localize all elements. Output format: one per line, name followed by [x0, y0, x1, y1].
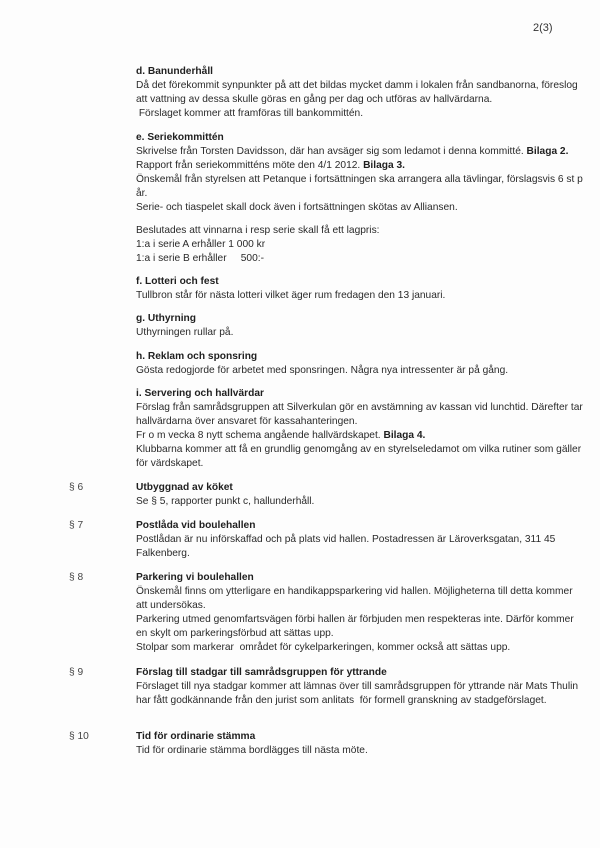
paragraph-heading: Tid för ordinarie stämma	[136, 731, 256, 742]
text-line: Se § 5, rapporter punkt c, hallunderhåll.	[136, 496, 315, 507]
paragraph-9	[136, 666, 596, 708]
text-line: Beslutades att vinnarna i resp serie skall få ett lagpris:	[136, 225, 380, 236]
section-heading: d. Banunderhåll	[136, 66, 213, 77]
text-line: att undersökas.	[136, 600, 206, 611]
section-g	[136, 312, 596, 340]
paragraph-number: § 6	[69, 482, 84, 493]
paragraph-number: § 10	[69, 731, 89, 742]
text-line: att vattning av dessa skulle göras en gång per dag och utföras av hallvärdarna.	[136, 94, 493, 105]
section-heading: e. Seriekommittén	[136, 132, 224, 143]
text-line: för värdskapet.	[136, 458, 204, 469]
paragraph-heading: Förslag till stadgar till samrådsgruppen för yttrande	[136, 667, 387, 678]
section-e	[136, 131, 596, 215]
text-line: har fått godkännande från den jurist som anlitats för formell granskning av stadgeförslaget.	[136, 695, 547, 706]
paragraph-heading: Postlåda vid boulehallen	[136, 520, 256, 531]
paragraph-10	[136, 730, 596, 758]
attachment-ref: Bilaga 2.	[526, 146, 569, 157]
text-line: Parkering utmed genomfartsvägen förbi hallen är förbjuden men respekteras inte. Därför kommer	[136, 614, 574, 625]
text-line: 1:a i serie A erhåller 1 000 kr	[136, 239, 266, 250]
text-line	[136, 145, 596, 159]
section-heading: f. Lotteri och fest	[136, 276, 219, 287]
section-h	[136, 350, 596, 378]
section-heading: h. Reklam och sponsring	[136, 351, 258, 362]
text-line	[136, 159, 596, 173]
section-f	[136, 275, 596, 303]
page-number: 2(3)	[533, 22, 553, 34]
text-line: Postlådan är nu införskaffad och på plats vid hallen. Postadressen är Läroverksgatan, 311 45	[136, 534, 556, 545]
text-line: 1:a i serie B erhåller 500:-	[136, 253, 264, 264]
text-line: hallvärdarna över ansvaret för kassahanteringen.	[136, 416, 358, 427]
text-line: Önskemål från styrelsen att Petanque i fortsättningen ska arrangera alla tävlingar, förslagsvis 6 st p	[136, 174, 583, 185]
text-line: Stolpar som markerar området för cykelparkeringen, kommer också att sättas upp.	[136, 642, 511, 653]
text-line: Förslaget kommer att framföras till bankommittén.	[136, 108, 364, 119]
paragraph-number: § 7	[69, 520, 84, 531]
paragraph-number: § 9	[69, 667, 84, 678]
prize-decision	[136, 224, 596, 266]
paragraph-6	[136, 481, 596, 509]
text-line: Falkenberg.	[136, 548, 190, 559]
text-line: Önskemål finns om ytterligare en handikappsparkering vid hallen. Möjligheterna till detta kommer	[136, 586, 573, 597]
text-line: Förslaget till nya stadgar kommer att lämnas över till samrådsgruppen för yttrande när Mats Thulin	[136, 681, 579, 692]
section-d	[136, 65, 596, 121]
attachment-ref: Bilaga 3.	[363, 160, 405, 171]
attachment-ref: Bilaga 4.	[383, 430, 426, 441]
text-line	[136, 429, 596, 443]
text: Fr o m vecka 8 nytt schema angående hallvärdskapet.	[136, 430, 384, 441]
text-line: Förslag från samrådsgruppen att Silverkulan gör en avstämning av kassan vid lunchtid. Därefter tar	[136, 402, 583, 413]
section-heading: g. Uthyrning	[136, 313, 196, 324]
paragraph-8	[136, 571, 596, 655]
text-line: Serie- och tiaspelet skall dock även i fortsättningen skötas av Alliansen.	[136, 202, 458, 213]
section-i	[136, 387, 596, 471]
text-line: Gösta redogjorde för arbetet med sponsringen. Några nya intressenter är på gång.	[136, 365, 509, 376]
paragraph-7	[136, 519, 596, 561]
text-line: Klubbarna kommer att få en grundlig genomgång av en styrelseledamot om vilka rutiner som gäller	[136, 444, 582, 455]
text-line: Tullbron står för nästa lotteri vilket äger rum fredagen den 13 januari.	[136, 290, 446, 301]
text-line: Tid för ordinarie stämma bordlägges till nästa möte.	[136, 745, 368, 756]
section-heading: i. Servering och hallvärdar	[136, 388, 264, 399]
text: Rapport från seriekommitténs möte den 4/1 2012.	[136, 160, 364, 171]
text: Skrivelse från Torsten Davidsson, där han avsäger sig som ledamot i denna kommitté.	[136, 146, 527, 157]
text-line: Då det förekommit synpunkter på att det bildas mycket damm i lokalen från sandbanorna, föreslog	[136, 80, 578, 91]
text-line: Uthyrningen rullar på.	[136, 327, 234, 338]
paragraph-heading: Parkering vi boulehallen	[136, 572, 254, 583]
text-line: en skylt om parkeringsförbud att sättas upp.	[136, 628, 334, 639]
text-line: år.	[136, 188, 148, 199]
paragraph-heading: Utbyggnad av köket	[136, 482, 233, 493]
paragraph-number: § 8	[69, 572, 84, 583]
